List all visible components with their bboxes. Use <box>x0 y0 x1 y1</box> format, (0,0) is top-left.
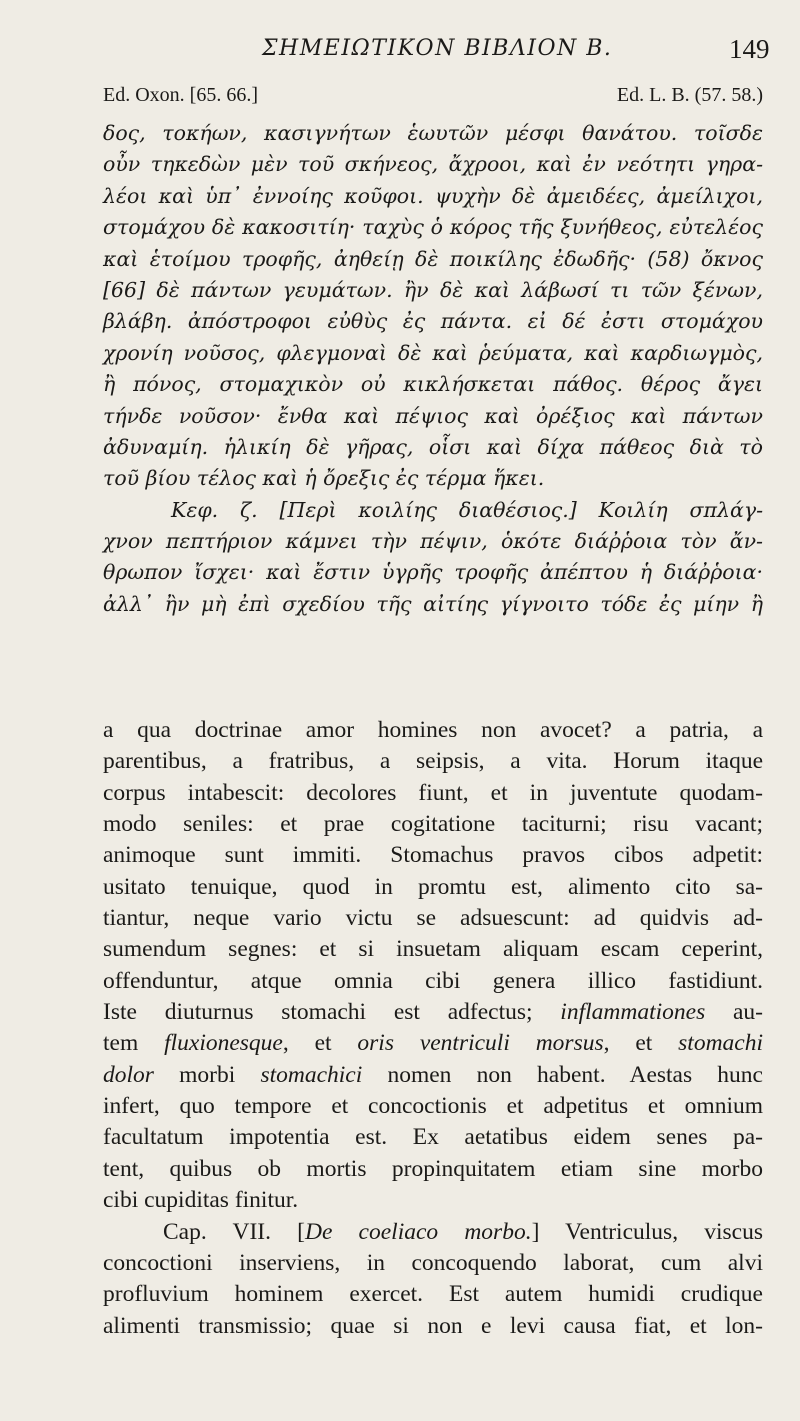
latin-italic-term: dolor <box>103 1061 154 1088</box>
latin-line: infert, quo tempore et concoctionis et adpetitus et omnium <box>103 1093 763 1120</box>
latin-italic-term: stomachi <box>678 1030 764 1057</box>
latin-line: alimenti transmissio; quae si non e levi causa fiat, et lon- <box>103 1312 763 1339</box>
latin-line <box>103 1028 763 1059</box>
greek-line: ἀδυναμίη. ἡλικίη δὲ γῆρας, οἷσι καὶ δίχα πάθεος διὰ τὸ <box>103 434 763 459</box>
latin-line: a qua doctrinae amor homines non avocet? a patria, a <box>103 717 763 743</box>
greek-line: ἢ πόνος, στομαχικὸν οὐ κικλήσκεται πάθος. θέρος ἄγει <box>103 372 763 397</box>
greek-line: χνον πεπτήριον κάμνει τὴν πέψιν, ὁκότε διάῤῥοια τὸν ἄν- <box>103 529 763 554</box>
latin-line: tent, quibus ob mortis propinquitatem etiam sine morbo <box>103 1155 763 1182</box>
latin-italic-term: oris ventriculi morsus <box>357 1030 604 1057</box>
latin-chapter-heading-line <box>103 1217 763 1248</box>
edition-oxon-ref: Ed. Oxon. [65. 66.] <box>103 84 258 106</box>
running-title: ΣΗΜΕΙΩΤΙΚΟΝ ΒΙΒΛΙΟΝ Β. <box>262 36 613 61</box>
latin-italic-term: stomachici <box>260 1061 363 1088</box>
greek-line: χρονίη νοῦσος, φλεγμοναὶ δὲ καὶ ῥεύματα, καὶ καρδιωγμὸς, <box>103 340 763 365</box>
latin-line: usitato tenuique, quod in promtu est, alimento cito sa- <box>103 873 763 900</box>
latin-line <box>103 997 763 1028</box>
running-head <box>0 26 800 66</box>
latin-translation-block <box>103 715 763 1342</box>
greek-line: βλάβη. ἀπόστροφοι εὐθὺς ἐς πάντα. εἰ δέ ἐστι στομάχου <box>103 309 763 334</box>
latin-text: Iste diuturnus stomachi est adfectus; <box>103 999 561 1026</box>
greek-text-block <box>103 118 763 620</box>
greek-line: [66] δὲ πάντων γευμάτων. ἢν δὲ καὶ λάβωσί τι τῶν ξένων, <box>103 277 763 302</box>
greek-line: λέοι καὶ ὑπ᾽ ἐννοίης κοῦφοι. ψυχὴν δὲ ἀμειδέες, ἀμείλιχοι, <box>103 183 763 208</box>
greek-line: θρωπον ἴσχει· καὶ ἔστιν ὑγρῆς τροφῆς ἀπέπτου ἡ διάῤῥοια· <box>103 560 763 585</box>
latin-line: modo seniles: et prae cogitatione taciturni; risu vacant; <box>103 811 763 838</box>
edition-references <box>103 84 763 114</box>
latin-text: Cap. VII. [ <box>163 1218 305 1245</box>
latin-line: corpus intabescit: decolores fiunt, et in juventute quodam- <box>103 779 763 806</box>
latin-text: tem <box>103 1030 165 1057</box>
greek-line: στομάχου δὲ κακοσιτίη· ταχὺς ὁ κόρος τῆς ξυνήθεος, εὐτελέος <box>103 215 763 240</box>
latin-text: morbi <box>153 1061 261 1088</box>
latin-text: , et <box>603 1030 679 1057</box>
latin-line: animoque sunt immiti. Stomachus pravos cibos adpetit: <box>103 842 763 869</box>
greek-line: ἀλλ᾽ ἢν μὴ ἐπὶ σχεδίου τῆς αἰτίης γίγνοιτο τόδε ἐς μίην ἢ <box>103 591 763 616</box>
latin-line <box>103 1060 763 1091</box>
greek-line: τοῦ βίου τέλος καὶ ἡ ὄρεξις ἐς τέρμα ἥκει. <box>103 466 545 491</box>
latin-line: offenduntur, atque omnia cibi genera illico fastidiunt. <box>103 967 763 994</box>
latin-text: au- <box>705 999 763 1026</box>
latin-italic-term: fluxionesque <box>164 1030 283 1057</box>
latin-italic-term: inflammationes <box>560 999 706 1026</box>
greek-line: καὶ ἑτοίμου τροφῆς, ἀηθείῃ δὲ ποικίλης ἐδωδῆς· (58) ὄκνος <box>103 246 763 271</box>
latin-text: ] Ventriculus, viscus <box>531 1218 763 1245</box>
latin-text: nomen non habent. Aestas hunc <box>362 1061 763 1088</box>
latin-line: parentibus, a fratribus, a seipsis, a vita. Horum itaque <box>103 748 763 775</box>
latin-line: profluvium hominem exercet. Est autem humidi crudique <box>103 1281 763 1308</box>
latin-line: concoctioni inserviens, in concoquendo laborat, cum alvi <box>103 1249 763 1276</box>
page-number: 149 <box>729 34 770 64</box>
latin-line: tiantur, neque vario victu se adsuescunt: ad quidvis ad- <box>103 905 763 932</box>
greek-chapter-heading-line: Κεφ. ζ. [Περὶ κοιλίης διαθέσιος.] Κοιλίη σπλάγ- <box>171 497 763 522</box>
latin-line: cibi cupiditas finitur. <box>103 1187 299 1214</box>
greek-line: δος, τοκήων, κασιγνήτων ἑωυτῶν μέσφι θανάτου. τοῖσδε <box>103 121 763 145</box>
greek-line: τήνδε νοῦσον· ἔνθα καὶ πέψιος καὶ ὀρέξιος καὶ πάντων <box>103 403 763 428</box>
latin-line: sumendum segnes: et si insuetam aliquam escam ceperint, <box>103 936 763 963</box>
latin-text: , et <box>282 1030 358 1057</box>
latin-chapter-title: De coeliaco morbo. <box>304 1218 532 1245</box>
greek-line: οὖν τηκεδὼν μὲν τοῦ σκήνεος, ἄχροοι, καὶ ἐν νεότητι γηρα- <box>103 152 763 177</box>
edition-lb-ref: Ed. L. B. (57. 58.) <box>616 84 763 106</box>
latin-line: facultatum impotentia est. Ex aetatibus eidem senes pa- <box>103 1124 763 1151</box>
